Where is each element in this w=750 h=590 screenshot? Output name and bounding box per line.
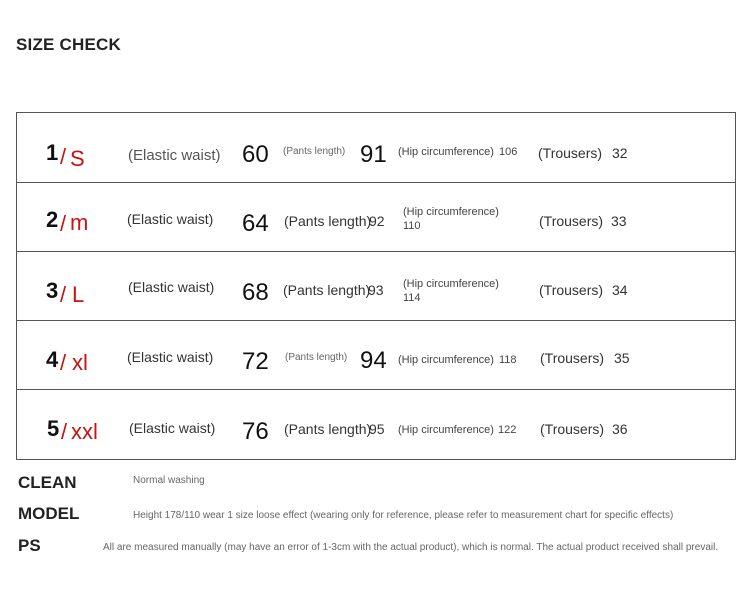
hip-value: 114 <box>403 292 421 304</box>
size-row-l <box>17 251 735 321</box>
clean-label: CLEAN <box>18 473 77 492</box>
length-value: 95 <box>369 421 385 437</box>
size-number: 2 <box>46 207 59 232</box>
hip-value: 122 <box>498 424 517 436</box>
hip-label: (Hip circumference) <box>398 424 494 436</box>
size-row-xxl <box>17 389 735 459</box>
waist-label: (Elastic waist) <box>128 279 215 295</box>
hip-label: (Hip circumference) <box>398 146 494 158</box>
trousers-value: 35 <box>614 350 630 366</box>
size-code: S <box>70 146 85 171</box>
trousers-label: (Trousers) <box>539 213 604 229</box>
waist-value: 60 <box>242 141 269 168</box>
hip-value: 106 <box>499 146 518 158</box>
trousers-value: 34 <box>612 282 628 298</box>
waist-value: 76 <box>242 418 269 445</box>
hip-value: 118 <box>499 354 517 366</box>
size-row-s <box>17 113 735 183</box>
waist-label: (Elastic waist) <box>129 420 216 436</box>
size-slash: / <box>60 350 67 375</box>
length-label: (Pants length) <box>285 352 348 363</box>
size-code: L <box>72 282 85 307</box>
model-label: MODEL <box>18 504 80 523</box>
trousers-value: 33 <box>611 213 627 229</box>
length-label: (Pants length) <box>283 146 346 157</box>
hip-label: (Hip circumference) <box>403 206 499 218</box>
trousers-value: 36 <box>612 421 628 437</box>
size-code: m <box>70 210 89 235</box>
size-row-m <box>17 182 735 252</box>
size-number: 5 <box>47 416 60 441</box>
size-code: xxl <box>71 419 98 444</box>
size-number: 1 <box>46 140 59 165</box>
ps-text: All are measured manually (may have an error of 1-3cm with the actual product), which is normal. The actual product received shall prevail. <box>103 542 719 553</box>
hip-value: 110 <box>403 220 421 232</box>
clean-text: Normal washing <box>133 475 205 486</box>
length-label: (Pants length) <box>283 282 371 298</box>
waist-value: 64 <box>242 210 269 237</box>
waist-label: (Elastic waist) <box>128 147 221 164</box>
trousers-label: (Trousers) <box>540 421 605 437</box>
size-number: 4 <box>46 347 59 372</box>
size-code: xl <box>72 350 88 375</box>
size-table <box>16 112 736 460</box>
waist-label: (Elastic waist) <box>127 211 214 227</box>
model-text: Height 178/110 wear 1 size loose effect (wearing only for reference, please refer to measurement chart for specific effects) <box>133 510 674 521</box>
size-slash: / <box>60 211 67 236</box>
length-label: (Pants length) <box>284 213 372 229</box>
length-value: 94 <box>360 347 387 374</box>
size-number: 3 <box>46 278 59 303</box>
size-slash: / <box>60 282 67 307</box>
size-row-xl <box>17 320 735 390</box>
trousers-label: (Trousers) <box>538 145 603 161</box>
length-label: (Pants length) <box>284 421 372 437</box>
hip-label: (Hip circumference) <box>398 354 494 366</box>
length-value: 93 <box>368 282 384 298</box>
waist-label: (Elastic waist) <box>127 349 214 365</box>
trousers-label: (Trousers) <box>540 350 605 366</box>
size-slash: / <box>60 144 67 169</box>
waist-value: 72 <box>242 348 269 375</box>
trousers-value: 32 <box>612 145 628 161</box>
ps-label: PS <box>18 536 41 555</box>
waist-value: 68 <box>242 279 269 306</box>
trousers-label: (Trousers) <box>539 282 604 298</box>
hip-label: (Hip circumference) <box>403 278 499 290</box>
size-slash: / <box>61 419 68 444</box>
page-title: SIZE CHECK <box>16 35 121 54</box>
length-value: 92 <box>369 213 385 229</box>
length-value: 91 <box>360 141 387 168</box>
